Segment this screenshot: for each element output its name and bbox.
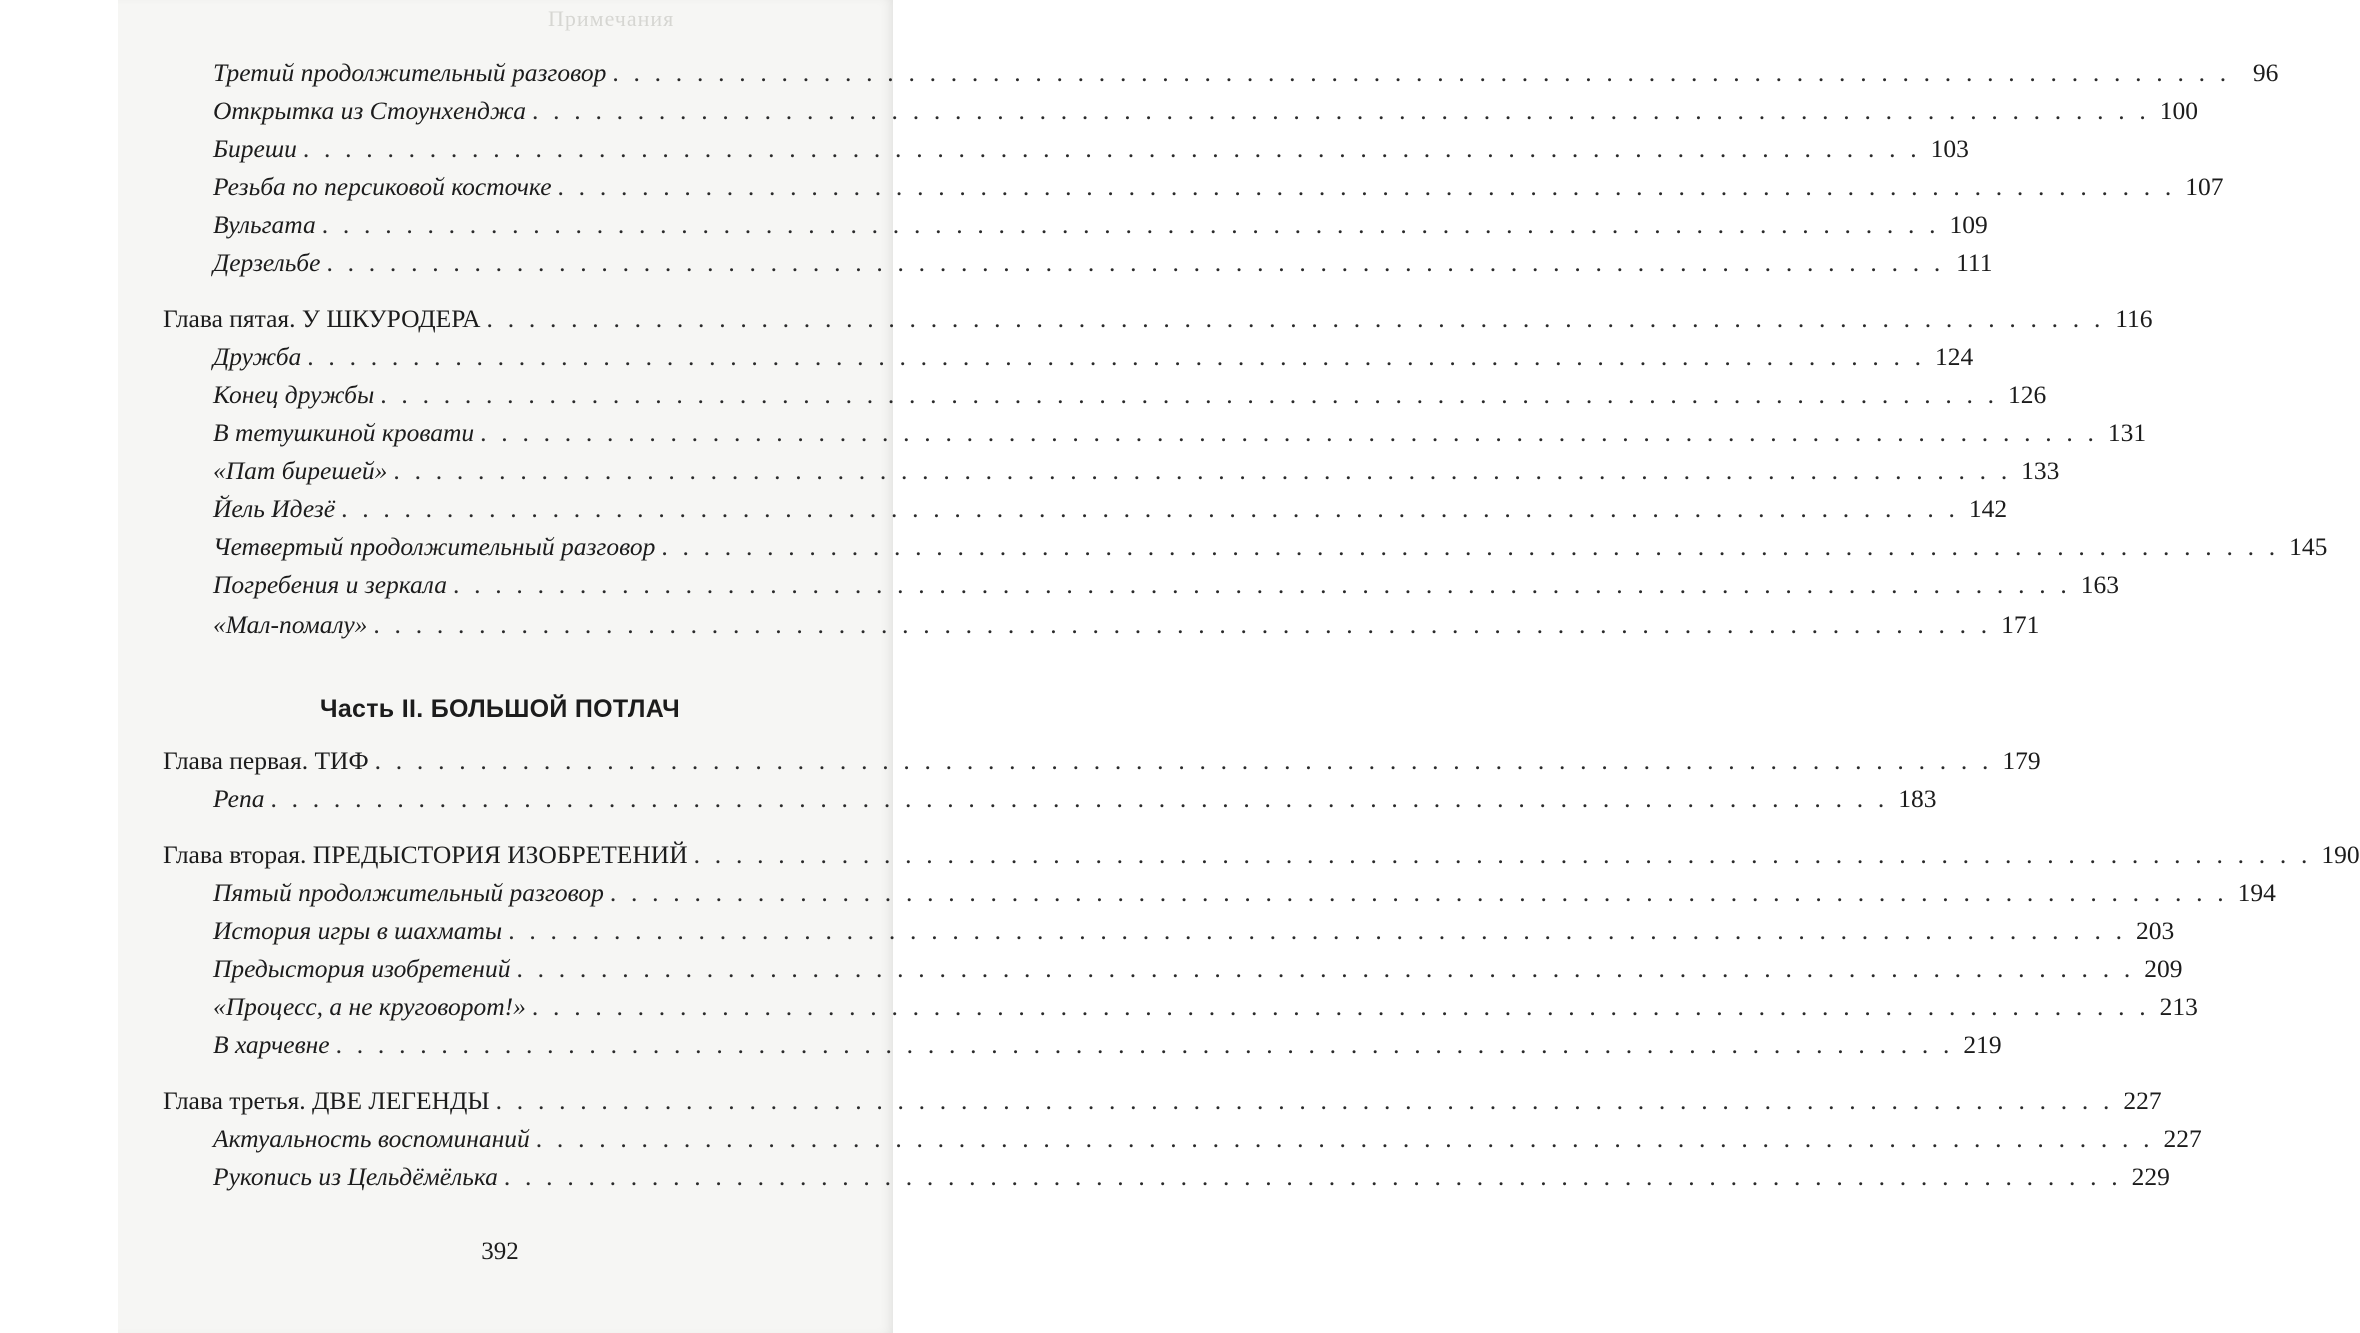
toc-entry-title: Четвертый продолжительный разговор xyxy=(213,532,656,561)
toc-entry-page: 209 xyxy=(2144,954,2183,983)
toc-entry-title: Дружба xyxy=(213,342,302,371)
toc-entry xyxy=(213,172,2224,208)
toc-entry-title: Погребения и зеркала xyxy=(213,570,447,599)
page-number: 392 xyxy=(481,1238,519,1265)
toc-entry-title: Пятый продолжительный разговор xyxy=(213,878,604,907)
toc-entry xyxy=(213,992,2198,1028)
toc-entry-page: 229 xyxy=(2131,1162,2170,1191)
toc-chapter-entry xyxy=(163,746,2041,782)
dot-leader: . . . . . . . . . . . . . . . . . . . . . . . . . . . . . . . . . . . . . . . . . . . . . . . . . . . . . . . . . . . . . . . . . . . . . . . . . . . . . xyxy=(531,992,2150,1021)
toc-entry-title: Открытка из Стоунхенджа xyxy=(213,96,526,125)
toc-entry xyxy=(213,570,2119,606)
toc-entry xyxy=(213,418,2147,454)
toc-entry-title: История игры в шахматы xyxy=(213,916,503,945)
toc-entry-title: Предыстория изобретений xyxy=(213,954,511,983)
dot-leader: . . . . . . . . . . . . . . . . . . . . . . . . . . . . . . . . . . . . . . . . . . . . . . . . . . . . . . . . . . . . . . . . . . . . . . . . . . . . . xyxy=(612,58,2231,87)
dot-leader: . . . . . . . . . . . . . . . . . . . . . . . . . . . . . . . . . . . . . . . . . . . . . . . . . . . . . . . . . . . . . . . . . . . . . . . . . . . . . xyxy=(302,134,1921,163)
toc-entry-page: 109 xyxy=(1949,210,1988,239)
toc-entry xyxy=(213,1162,2170,1198)
toc-entry xyxy=(213,610,2040,646)
toc-entry-page: 126 xyxy=(2008,380,2047,409)
toc-entry-page: 179 xyxy=(2002,746,2041,775)
toc-entry xyxy=(213,134,1969,170)
toc-entry-page: 142 xyxy=(1968,494,2008,523)
dot-leader: . . . . . . . . . . . . . . . . . . . . . . . . . . . . . . . . . . . . . . . . . . . . . . . . . . . . . . . . . . . . . . . . . . . . . . . . . . . . . xyxy=(393,456,2012,485)
dot-leader: . . . . . . . . . . . . . . . . . . . . . . . . . . . . . . . . . . . . . . . . . . . . . . . . . . . . . . . . . . . . . . . . . . . . . . . . . . . . . xyxy=(503,1162,2122,1191)
toc-entry-title: «Процесс, а не круговорот!» xyxy=(213,992,526,1021)
toc-entry-title: Третий продолжительный разговор xyxy=(213,58,607,87)
toc-entry-title: Конец дружбы xyxy=(213,380,375,409)
dot-leader: . . . . . . . . . . . . . . . . . . . . . . . . . . . . . . . . . . . . . . . . . . . . . . . . . . . . . . . . . . . . . . . . . . . . . . . . . . . . . xyxy=(557,172,2176,201)
dot-leader: . . . . . . . . . . . . . . . . . . . . . . . . . . . . . . . . . . . . . . . . . . . . . . . . . . . . . . . . . . . . . . . . . . . . . . . . . . . . . xyxy=(693,840,2312,869)
toc-entry xyxy=(213,784,1937,820)
toc-entry-page: 111 xyxy=(1956,248,1993,277)
toc-entry xyxy=(213,380,2047,416)
dot-leader: . . . . . . . . . . . . . . . . . . . . . . . . . . . . . . . . . . . . . . . . . . . . . . . . . . . . . . . . . . . . . . . . . . . . . . . . . . . . . xyxy=(307,342,1926,371)
toc-entry-title: Глава третья. ДВЕ ЛЕГЕНДЫ xyxy=(163,1086,490,1115)
toc-entry-title: Йель Идезё xyxy=(213,494,336,523)
toc-entry-page: 103 xyxy=(1930,134,1969,163)
toc-entry xyxy=(213,878,2276,914)
dot-leader: . . . . . . . . . . . . . . . . . . . . . . . . . . . . . . . . . . . . . . . . . . . . . . . . . . . . . . . . . . . . . . . . . . . . . . . . . . . . . xyxy=(480,418,2099,447)
toc-entry-title: «Мал-помалу» xyxy=(213,610,368,639)
toc-entry xyxy=(213,96,2198,132)
toc-entry-page: 163 xyxy=(2080,570,2119,599)
toc-entry-title: Дерзельбе xyxy=(213,248,321,277)
toc-entry-title: В харчевне xyxy=(213,1030,330,1059)
dot-leader: . . . . . . . . . . . . . . . . . . . . . . . . . . . . . . . . . . . . . . . . . . . . . . . . . . . . . . . . . . . . . . . . . . . . . . . . . . . . . xyxy=(270,784,1889,813)
toc-entry-title: Рукопись из Цельдёмёлька xyxy=(213,1162,498,1191)
dot-leader: . . . . . . . . . . . . . . . . . . . . . . . . . . . . . . . . . . . . . . . . . . . . . . . . . . . . . . . . . . . . . . . . . . . . . . . . . . . . . xyxy=(335,1030,1954,1059)
dot-leader: . . . . . . . . . . . . . . . . . . . . . . . . . . . . . . . . . . . . . . . . . . . . . . . . . . . . . . . . . . . . . . . . . . . . . . . . . . . . . xyxy=(495,1086,2114,1115)
toc-entry xyxy=(213,248,1993,284)
toc-entry-title: Актуальность воспоминаний xyxy=(213,1124,530,1153)
toc-entry-title: Репа xyxy=(213,784,265,813)
dot-leader: . . . . . . . . . . . . . . . . . . . . . . . . . . . . . . . . . . . . . . . . . . . . . . . . . . . . . . . . . . . . . . . . . . . . . . . . . . . . . xyxy=(661,532,2280,561)
dot-leader: . . . . . . . . . . . . . . . . . . . . . . . . . . . . . . . . . . . . . . . . . . . . . . . . . . . . . . . . . . . . . . . . . . . . . . . . . . . . . xyxy=(532,96,2150,125)
toc-entry-title: Глава первая. ТИФ xyxy=(163,746,369,775)
toc-entry xyxy=(213,342,1974,378)
dot-leader: . . . . . . . . . . . . . . . . . . . . . . . . . . . . . . . . . . . . . . . . . . . . . . . . . . . . . . . . . . . . . . . . . . . . . . . . . . . . . xyxy=(452,570,2071,599)
toc-entry-title: Биреши xyxy=(213,134,297,163)
toc-entry-page: 227 xyxy=(2123,1086,2162,1115)
toc-chapter-entry xyxy=(163,840,2360,876)
toc-entry-page: 131 xyxy=(2107,418,2147,447)
toc-entry-page: 219 xyxy=(1963,1030,2002,1059)
dot-leader: . . . . . . . . . . . . . . . . . . . . . . . . . . . . . . . . . . . . . . . . . . . . . . . . . . . . . . . . . . . . . . . . . . . . . . . . . . . . . xyxy=(508,916,2127,945)
toc-entry xyxy=(213,494,2008,530)
toc-entry-page: 116 xyxy=(2115,304,2153,333)
toc-entry xyxy=(213,532,2328,568)
dot-leader: . . . . . . . . . . . . . . . . . . . . . . . . . . . . . . . . . . . . . . . . . . . . . . . . . . . . . . . . . . . . . . . . . . . . . . . . . . . . . xyxy=(516,954,2135,983)
toc-entry xyxy=(213,954,2183,990)
toc-entry xyxy=(213,58,2279,94)
toc-entry-page: 213 xyxy=(2159,992,2198,1021)
toc-entry xyxy=(213,1124,2202,1160)
dot-leader: . . . . . . . . . . . . . . . . . . . . . . . . . . . . . . . . . . . . . . . . . . . . . . . . . . . . . . . . . . . . . . . . . . . . . . . . . . . . . xyxy=(535,1124,2154,1153)
dot-leader: . . . . . . . . . . . . . . . . . . . . . . . . . . . . . . . . . . . . . . . . . . . . . . . . . . . . . . . . . . . . . . . . . . . . . . . . . . . . . xyxy=(326,248,1945,277)
toc-entry-title: Резьба по персиковой косточке xyxy=(213,172,552,201)
toc-entry xyxy=(213,210,1988,246)
toc-chapter-entry xyxy=(163,1086,2162,1122)
toc-entry-page: 145 xyxy=(2289,532,2328,561)
dot-leader: . . . . . . . . . . . . . . . . . . . . . . . . . . . . . . . . . . . . . . . . . . . . . . . . . . . . . . . . . . . . . . . . . . . . . . . . . . . . . xyxy=(341,494,1960,523)
toc-entry-page: 190 xyxy=(2321,840,2360,869)
toc-chapter-entry xyxy=(163,304,2153,340)
dot-leader: . . . . . . . . . . . . . . . . . . . . . . . . . . . . . . . . . . . . . . . . . . . . . . . . . . . . . . . . . . . . . . . . . . . . . . . . . . . . . xyxy=(373,610,1992,639)
toc-entry-page: 194 xyxy=(2237,878,2276,907)
dot-leader: . . . . . . . . . . . . . . . . . . . . . . . . . . . . . . . . . . . . . . . . . . . . . . . . . . . . . . . . . . . . . . . . . . . . . . . . . . . . . xyxy=(609,878,2228,907)
dot-leader: . . . . . . . . . . . . . . . . . . . . . . . . . . . . . . . . . . . . . . . . . . . . . . . . . . . . . . . . . . . . . . . . . . . . . . . . . . . . . xyxy=(374,746,1993,775)
toc-entry-page: 100 xyxy=(2159,96,2198,125)
toc-entry xyxy=(213,1030,2002,1066)
toc-entry-title: Вульгата xyxy=(213,210,316,239)
toc-entry-page: 107 xyxy=(2185,172,2224,201)
toc-entry xyxy=(213,456,2060,492)
dot-leader: . . . . . . . . . . . . . . . . . . . . . . . . . . . . . . . . . . . . . . . . . . . . . . . . . . . . . . . . . . . . . . . . . . . . . . . . . . . . . xyxy=(321,210,1940,239)
toc-entry-page: 171 xyxy=(2001,610,2040,639)
toc-entry-page: 203 xyxy=(2135,916,2175,945)
bleed-through-header: Примечания xyxy=(548,6,675,31)
toc-entry-title: Глава пятая. У ШКУРОДЕРА xyxy=(163,304,481,333)
toc-entry-title: Глава вторая. ПРЕДЫСТОРИЯ ИЗОБРЕТЕНИЙ xyxy=(163,840,688,869)
toc-entry-page: 133 xyxy=(2021,456,2060,485)
dot-leader: . . . . . . . . . . . . . . . . . . . . . . . . . . . . . . . . . . . . . . . . . . . . . . . . . . . . . . . . . . . . . . . . . . . . . . . . . . . . . xyxy=(486,304,2105,333)
toc-entry-page: 96 xyxy=(2252,58,2279,87)
toc-entry-page: 227 xyxy=(2163,1124,2202,1153)
toc-entry-page: 183 xyxy=(1898,784,1937,813)
part-heading: Часть II. БОЛЬШОЙ ПОТЛАЧ xyxy=(319,695,681,723)
toc-entry xyxy=(213,916,2175,952)
dot-leader: . . . . . . . . . . . . . . . . . . . . . . . . . . . . . . . . . . . . . . . . . . . . . . . . . . . . . . . . . . . . . . . . . . . . . . . . . . . . . xyxy=(380,380,1999,409)
toc-entry-title: «Пат бирешей» xyxy=(213,456,388,485)
toc-entry-title: В тетушкиной кровати xyxy=(213,418,475,447)
toc-entry-page: 124 xyxy=(1935,342,1974,371)
